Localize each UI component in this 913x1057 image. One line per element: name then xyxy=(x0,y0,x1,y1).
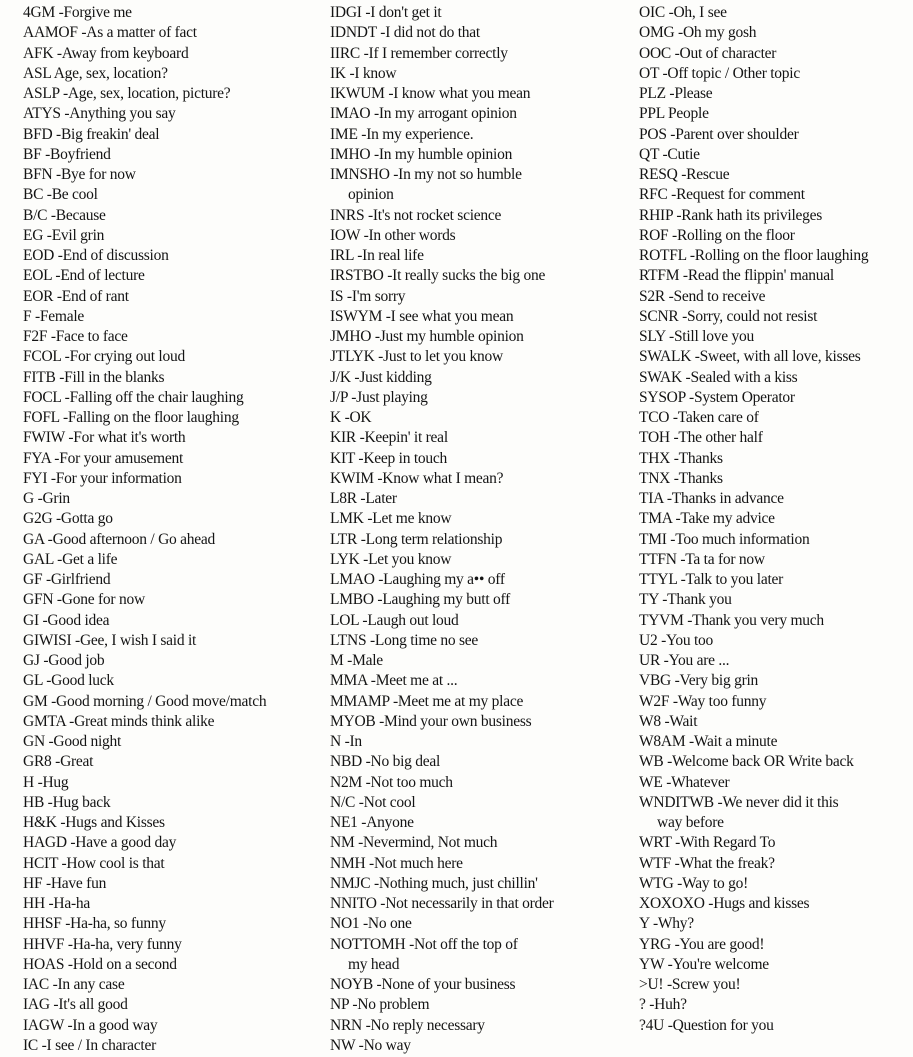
acronym-entry: HH -Ha-ha xyxy=(23,895,91,912)
acronym-entry: FYI -For your information xyxy=(23,469,182,487)
acronym-entry: IAG -It's all good xyxy=(23,996,128,1014)
acronym-entry xyxy=(639,793,911,834)
acronym-entry: RTFM -Read the flippin' manual xyxy=(639,267,834,285)
acronym-entry: G2G -Gotta go xyxy=(23,510,113,528)
acronym-entry: S2R -Send to receive xyxy=(639,287,766,305)
acronym-entry: IKWUM -I know what you mean xyxy=(330,85,531,102)
acronym-entry: OIC -Oh, I see xyxy=(639,4,727,21)
acronym-entry: Y -Why? xyxy=(639,915,694,933)
acronym-entry: GAL -Get a life xyxy=(23,550,118,568)
acronym-entry: YRG -You are good! xyxy=(639,935,765,953)
acronym-entry: FYA -For your amusement xyxy=(23,449,184,467)
acronym-entry: W8 -Wait xyxy=(639,712,698,730)
acronym-entry: IRL -In real life xyxy=(330,247,424,264)
acronym-entry: HHSF -Ha-ha, so funny xyxy=(23,915,166,933)
acronym-entry: H -Hug xyxy=(23,773,69,791)
acronym-entry: EOR -End of rant xyxy=(23,287,129,305)
acronym-entry: ROTFL -Rolling on the floor laughing xyxy=(639,247,869,264)
acronym-entry: TIA -Thanks in advance xyxy=(639,490,784,507)
acronym-entry: HB -Hug back xyxy=(23,793,111,811)
acronym-entry: W2F -Way too funny xyxy=(639,692,767,710)
acronym-entry: IMHO -In my humble opinion xyxy=(330,145,513,163)
acronym-entry: GMTA -Great minds think alike xyxy=(23,712,215,730)
acronym-entry: IME -In my experience. xyxy=(330,125,474,143)
acronym-entry: ROF -Rolling on the floor xyxy=(639,226,795,244)
acronym-entry: IRSTBO -It really sucks the big one xyxy=(330,267,546,285)
acronym-entry: LMK -Let me know xyxy=(330,510,452,528)
acronym-entry: IDGI -I don't get it xyxy=(330,4,442,21)
acronym-entry-text: WNDITWB -We never did it this xyxy=(639,793,839,811)
acronym-entry: ATYS -Anything you say xyxy=(23,105,176,123)
acronym-entry: PPL People xyxy=(639,105,709,123)
acronym-entry: N2M -Not too much xyxy=(330,773,453,791)
acronym-entry: TOH -The other half xyxy=(639,429,763,447)
acronym-entry: JTLYK -Just to let you know xyxy=(330,348,503,366)
acronym-entry: UR -You are ... xyxy=(639,652,730,669)
acronym-entry: FCOL -For crying out loud xyxy=(23,348,185,366)
acronym-entry: TTYL -Talk to you later xyxy=(639,571,784,588)
acronym-entry: LYK -Let you know xyxy=(330,550,452,568)
acronym-entry: HOAS -Hold on a second xyxy=(23,955,177,973)
acronym-entry: B/C -Because xyxy=(23,206,106,224)
acronym-entry: MMA -Meet me at ... xyxy=(330,672,458,690)
acronym-entry: J/K -Just kidding xyxy=(330,368,432,386)
acronym-entry: WB -Welcome back OR Write back xyxy=(639,753,854,771)
acronym-entry-text: IMNSHO -In my not so humble xyxy=(330,166,522,183)
acronym-entry: GFN -Gone for now xyxy=(23,591,145,609)
acronym-entry: BFN -Bye for now xyxy=(23,166,136,183)
acronym-entry: FOCL -Falling off the chair laughing xyxy=(23,388,244,406)
acronym-entry: U2 -You too xyxy=(639,631,714,649)
acronym-column-1 xyxy=(23,3,323,1056)
acronym-entry: IC -I see / In character xyxy=(23,1036,156,1054)
acronym-entry: GIWISI -Gee, I wish I said it xyxy=(23,631,197,649)
acronym-entry: ASL Age, sex, location? xyxy=(23,64,168,82)
acronym-entry: TY -Thank you xyxy=(639,591,732,609)
acronym-entry: ASLP -Age, sex, location, picture? xyxy=(23,85,231,102)
acronym-entry: NRN -No reply necessary xyxy=(330,1016,485,1034)
acronym-entry: RESQ -Rescue xyxy=(639,166,730,183)
acronym-entry: SYSOP -System Operator xyxy=(639,388,795,406)
acronym-entry: GJ -Good job xyxy=(23,652,105,669)
acronym-entry xyxy=(330,935,630,976)
acronym-entry: FITB -Fill in the blanks xyxy=(23,368,165,386)
acronym-entry: NM -Nevermind, Not much xyxy=(330,834,498,852)
acronym-entry: EOL -End of lecture xyxy=(23,267,145,285)
acronym-entry: XOXOXO -Hugs and kisses xyxy=(639,895,810,912)
acronym-entry: AAMOF -As a matter of fact xyxy=(23,24,197,42)
acronym-entry: JMHO -Just my humble opinion xyxy=(330,328,524,345)
acronym-entry: LTR -Long term relationship xyxy=(330,530,503,548)
acronym-entry: IAC -In any case xyxy=(23,976,125,993)
acronym-entry: ? -Huh? xyxy=(639,996,687,1014)
acronym-entry: WRT -With Regard To xyxy=(639,834,776,852)
acronym-entry: IS -I'm sorry xyxy=(330,287,406,305)
acronym-entry: RFC -Request for comment xyxy=(639,186,805,204)
acronym-entry: FWIW -For what it's worth xyxy=(23,429,186,447)
acronym-entry: TYVM -Thank you very much xyxy=(639,611,824,629)
acronym-entry: M -Male xyxy=(330,652,383,669)
acronym-entry: YW -You're welcome xyxy=(639,955,769,973)
acronym-entry: VBG -Very big grin xyxy=(639,672,759,690)
acronym-entry: SLY -Still love you xyxy=(639,328,754,345)
acronym-entry: MYOB -Mind your own business xyxy=(330,712,532,730)
acronym-entry: NMJC -Nothing much, just chillin' xyxy=(330,874,538,892)
acronym-entry-continuation: my head xyxy=(348,955,400,973)
acronym-entry: FOFL -Falling on the floor laughing xyxy=(23,409,239,426)
acronym-entry: N -In xyxy=(330,733,362,750)
acronym-entry: GI -Good idea xyxy=(23,611,110,629)
acronym-entry: W8AM -Wait a minute xyxy=(639,733,778,750)
acronym-entry: IAGW -In a good way xyxy=(23,1016,158,1034)
acronym-entry: AFK -Away from keyboard xyxy=(23,44,189,62)
acronym-entry xyxy=(330,165,630,206)
acronym-entry: POS -Parent over shoulder xyxy=(639,125,799,143)
acronym-entry: KWIM -Know what I mean? xyxy=(330,469,504,487)
acronym-entry: >U! -Screw you! xyxy=(639,976,741,993)
acronym-entry: IK -I know xyxy=(330,64,397,82)
acronym-entry: GA -Good afternoon / Go ahead xyxy=(23,530,216,548)
acronym-entry: RHIP -Rank hath its privileges xyxy=(639,206,823,224)
acronym-entry: GR8 -Great xyxy=(23,753,94,771)
acronym-entry: HHVF -Ha-ha, very funny xyxy=(23,935,182,953)
acronym-entry: LOL -Laugh out loud xyxy=(330,611,459,629)
acronym-entry: BF -Boyfriend xyxy=(23,145,111,163)
acronym-entry: SCNR -Sorry, could not resist xyxy=(639,307,818,325)
acronym-entry: NP -No problem xyxy=(330,996,430,1014)
acronym-entry: GN -Good night xyxy=(23,733,122,750)
acronym-entry: BC -Be cool xyxy=(23,186,98,204)
acronym-entry-text: NOTTOMH -Not off the top of xyxy=(330,935,518,953)
acronym-entry: MMAMP -Meet me at my place xyxy=(330,692,524,710)
acronym-entry: IDNDT -I did not do that xyxy=(330,24,480,42)
acronym-entry: SWAK -Sealed with a kiss xyxy=(639,368,798,386)
acronym-entry: NNITO -Not necessarily in that order xyxy=(330,895,554,912)
acronym-entry: BFD -Big freakin' deal xyxy=(23,125,160,143)
acronym-entry: KIR -Keepin' it real xyxy=(330,429,448,447)
acronym-entry: LTNS -Long time no see xyxy=(330,631,479,649)
acronym-entry: F -Female xyxy=(23,307,85,325)
acronym-entry: N/C -Not cool xyxy=(330,793,416,811)
acronym-entry: IOW -In other words xyxy=(330,226,456,244)
acronym-entry: G -Grin xyxy=(23,490,70,507)
acronym-entry: HAGD -Have a good day xyxy=(23,834,177,852)
acronym-column-3 xyxy=(639,3,911,1036)
acronym-entry: 4GM -Forgive me xyxy=(23,4,132,21)
acronym-entry: KIT -Keep in touch xyxy=(330,449,448,467)
acronym-entry: WTF -What the freak? xyxy=(639,854,775,872)
acronym-entry: K -OK xyxy=(330,409,372,426)
acronym-entry: OMG -Oh my gosh xyxy=(639,24,757,42)
acronym-entry: TMA -Take my advice xyxy=(639,510,775,528)
acronym-entry: TCO -Taken care of xyxy=(639,409,759,426)
acronym-entry: EG -Evil grin xyxy=(23,226,105,244)
acronym-entry: NO1 -No one xyxy=(330,915,412,933)
acronym-entry: LMBO -Laughing my butt off xyxy=(330,591,511,609)
acronym-entry: GF -Girlfriend xyxy=(23,571,111,588)
acronym-entry: IIRC -If I remember correctly xyxy=(330,44,508,62)
acronym-entry: L8R -Later xyxy=(330,490,397,507)
acronym-entry: NOYB -None of your business xyxy=(330,976,516,993)
acronym-entry: NBD -No big deal xyxy=(330,753,441,771)
acronym-entry-continuation: way before xyxy=(657,814,724,831)
acronym-entry: NW -No way xyxy=(330,1036,411,1054)
acronym-column-2 xyxy=(330,3,630,1056)
acronym-entry: TTFN -Ta ta for now xyxy=(639,550,765,568)
acronym-entry: SWALK -Sweet, with all love, kisses xyxy=(639,348,861,366)
acronym-entry: ?4U -Question for you xyxy=(639,1016,774,1034)
acronym-entry: OT -Off topic / Other topic xyxy=(639,64,800,82)
acronym-entry: WTG -Way to go! xyxy=(639,874,749,892)
acronym-entry: EOD -End of discussion xyxy=(23,247,169,264)
acronym-entry: HF -Have fun xyxy=(23,874,107,892)
acronym-entry: H&K -Hugs and Kisses xyxy=(23,814,165,831)
acronym-entry: ISWYM -I see what you mean xyxy=(330,307,514,325)
acronym-entry: WE -Whatever xyxy=(639,773,730,791)
acronym-entry: GM -Good morning / Good move/match xyxy=(23,692,267,710)
acronym-entry: QT -Cutie xyxy=(639,145,700,163)
acronym-entry: F2F -Face to face xyxy=(23,328,128,345)
acronym-entry: NE1 -Anyone xyxy=(330,814,414,831)
acronym-entry: PLZ -Please xyxy=(639,85,713,102)
acronym-entry: OOC -Out of character xyxy=(639,44,777,62)
acronym-entry: J/P -Just playing xyxy=(330,388,428,406)
acronym-entry: THX -Thanks xyxy=(639,449,723,467)
acronym-entry: GL -Good luck xyxy=(23,672,114,690)
acronym-entry-continuation: opinion xyxy=(348,186,394,204)
acronym-entry: LMAO -Laughing my a•• off xyxy=(330,571,505,588)
acronym-entry: INRS -It's not rocket science xyxy=(330,206,502,224)
acronym-entry: TNX -Thanks xyxy=(639,469,723,487)
acronym-entry: TMI -Too much information xyxy=(639,530,810,548)
acronym-entry: IMAO -In my arrogant opinion xyxy=(330,105,517,123)
acronym-entry: HCIT -How cool is that xyxy=(23,854,165,872)
acronym-entry: NMH -Not much here xyxy=(330,854,463,872)
